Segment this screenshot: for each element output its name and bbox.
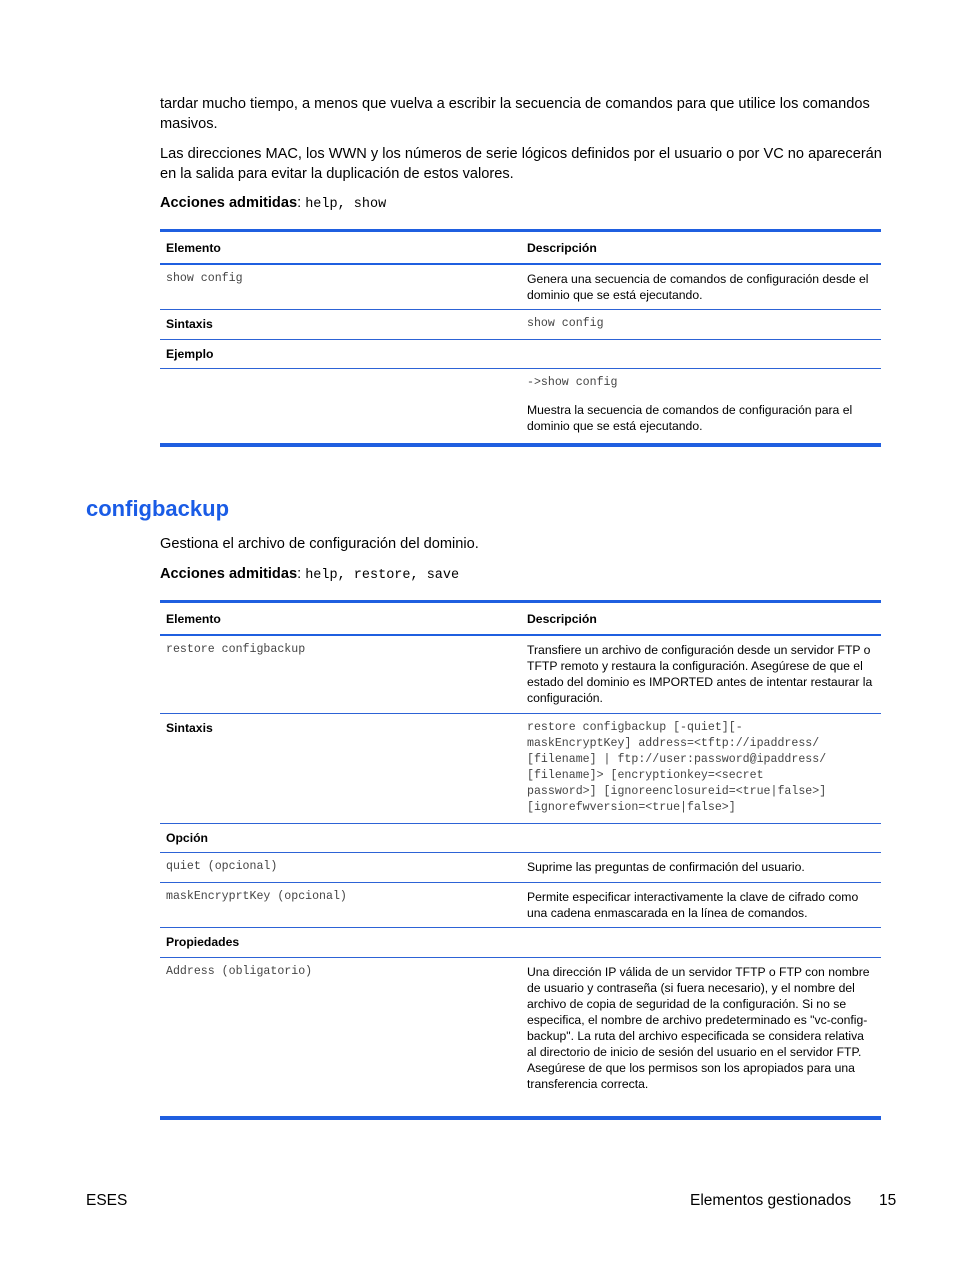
supported-actions-2 [160,566,459,583]
actions-label: Acciones admitidas [160,566,298,582]
show-config-table [160,229,881,447]
option-label: Opción [160,824,521,853]
syntax-code: show config [521,310,881,340]
page-number: 15 [879,1192,897,1209]
syntax-line: [filename]> [encryptionkey=<secret [527,769,764,782]
item-code: show config [160,264,521,310]
syntax-label: Sintaxis [160,714,521,824]
header-descripcion: Descripción [521,231,881,264]
section-title: configbackup [86,496,230,521]
mask-option-code: maskEncryprtKey (opcional) [160,883,521,928]
actions-label: Acciones admitidas [160,195,298,211]
properties-empty-cell [521,928,881,958]
item-description: Genera una secuencia de comandos de configuración desde el dominio que se está ejecutando. [521,264,881,310]
section-description: Gestiona el archivo de configuración del dominio. [160,536,479,552]
header-descripcion: Descripción [521,602,881,635]
quiet-option-code: quiet (opcional) [160,853,521,883]
item-code: restore configbackup [160,635,521,714]
actions-separator: : [297,566,306,582]
syntax-line: [filename] | ftp://user:password@ipaddress/ [527,753,827,766]
quiet-option-description: Suprime las preguntas de confirmación del usuario. [521,853,881,883]
syntax-line: restore configbackup [-quiet][- [527,721,743,734]
actions-value: help, show [305,197,387,212]
example-empty-cell [521,340,881,369]
example-left-cell [160,369,521,445]
actions-value: help, restore, save [305,568,460,583]
example-code: ->show config [527,376,618,389]
footer-locale: ESES [86,1192,128,1209]
address-property-description: Una dirección IP válida de un servidor TFTP o FTP con nombre de usuario y contraseña (si fuera necesario), y el nombre del archivo de copia de seguridad de la configuración. Si no se especifica, el nombre de archivo predeterminado es "vc-config-backup". La ruta del archivo especificada se considera relativa al directorio de inicio de sesión del usuario en el servidor FTP. Asegúrese de que los permisos son los apropiados para una transferencia correcta. [521,958,881,1118]
syntax-code [521,714,881,824]
supported-actions-1 [160,195,386,212]
footer-section: Elementos gestionados [690,1192,852,1209]
intro-paragraph-2: Las direcciones MAC, los WWN y los números de serie lógicos definidos por el usuario o por VC no aparecerán en la salida para evitar la duplicación de estos valores. [160,146,882,182]
example-label: Ejemplo [160,340,521,369]
properties-label: Propiedades [160,928,521,958]
header-elemento: Elemento [160,602,521,635]
syntax-line: [ignorefwversion=<true|false>] [527,801,736,814]
syntax-line: password>] [ignoreenclosureid=<true|false>] [527,785,827,798]
address-property-code: Address (obligatorio) [160,958,521,1118]
example-description: Muestra la secuencia de comandos de configuración para el dominio que se está ejecutando. [527,403,853,433]
header-elemento: Elemento [160,231,521,264]
syntax-line: maskEncryptKey] address=<tftp://ipaddress/ [527,737,820,750]
configbackup-table [160,600,881,1120]
item-description: Transfiere un archivo de configuración desde un servidor FTP o TFTP remoto y restaura la configuración. Asegúrese de que el estado del dominio es IMPORTED antes de intentar restaurar la configuración. [521,635,881,714]
option-empty-cell [521,824,881,853]
intro-paragraph-1: tardar mucho tiempo, a menos que vuelva a escribir la secuencia de comandos para que utilice los comandos masivos. [160,96,870,132]
mask-option-description: Permite especificar interactivamente la clave de cifrado como una cadena enmascarada en la línea de comandos. [521,883,881,928]
syntax-label: Sintaxis [160,310,521,340]
actions-separator: : [297,195,306,211]
